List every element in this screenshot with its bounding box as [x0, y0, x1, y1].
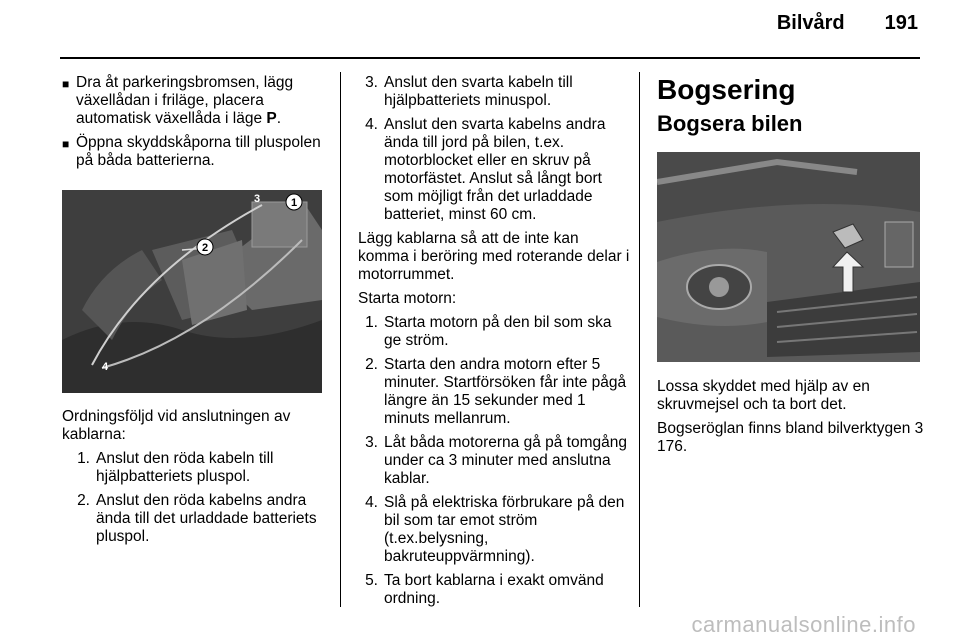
column-divider-2 — [639, 72, 640, 607]
step-item: 3. Låt båda motorerna gå på tomgång under ca 3 minuter med anslutna kablar. — [365, 434, 628, 487]
step-item: 5. Ta bort kablarna i exakt omvänd ordning. — [365, 572, 604, 607]
bullet-text: Dra åt parkeringsbromsen, lägg växellådan i friläge, placera automatisk växellåda i läge P. — [76, 74, 294, 127]
step-item: 2. Anslut den röda kabelns andra ända till det urladdade batteriets pluspol. — [77, 492, 317, 545]
step-item: 2. Starta den andra motorn efter 5 minuter. Startförsöken får inte pågå längre än 15 sekunder med 1 minuts mellanrum. — [365, 356, 627, 427]
paragraph: Bogseröglan finns bland bilverktygen 3 176. — [657, 420, 924, 455]
connection-order — [62, 408, 332, 552]
section-heading: Bogsering — [657, 74, 796, 105]
paragraph: Ordningsföljd vid anslutningen av kablarna: — [62, 408, 291, 443]
paragraph: Lägg kablarna så att de inte kan komma i beröring med roterande delar i motorrummet. — [358, 230, 630, 283]
paragraph: Starta motorn: — [358, 290, 457, 307]
figure-label: 2 — [201, 242, 209, 254]
battery-cable-figure — [62, 190, 322, 393]
figure-label: 1 — [290, 197, 298, 209]
section-title: Bilvård — [776, 12, 845, 34]
paragraph: Lossa skyddet med hjälp av en skruvmejsel och ta bort det. — [657, 378, 870, 413]
bumper-illustration — [657, 152, 920, 362]
towing-text — [657, 378, 925, 462]
step-item: 3. Anslut den svarta kabeln till hjälpbatteriets minuspol. — [365, 74, 573, 109]
column-1 — [62, 74, 332, 176]
column-divider-1 — [340, 72, 341, 607]
figure-label: 4 — [102, 361, 109, 373]
watermark: carmanualsonline.info — [691, 612, 916, 637]
page-number: 191 — [884, 12, 918, 34]
bullet-item — [62, 134, 332, 170]
header-rule — [60, 57, 920, 59]
step-item: 1. Starta motorn på den bil som ska ge ström. — [365, 314, 612, 349]
subsection-heading: Bogsera bilen — [657, 111, 803, 136]
page-header — [777, 12, 918, 35]
bullet-item — [62, 74, 332, 128]
page-reference[interactable]: 3 176. — [657, 420, 924, 455]
step-item: 4. Anslut den svarta kabelns andra ända till jord på bilen, t.ex. motorblocket eller en skruv på motorfästet. Anslut så långt bort som möjligt från det urladdade batteriet, minst 60 cm. — [365, 116, 606, 223]
step-item: 4. Slå på elektriska förbrukare på den bil som tar emot ström (t.ex.belysning, bakruteuppvärmning). — [365, 494, 625, 565]
step-item: 1. Anslut den röda kabeln till hjälpbatteriets pluspol. — [77, 450, 274, 485]
column-2 — [358, 74, 630, 614]
battery-illustration — [62, 190, 322, 393]
figure-label: 3 — [254, 193, 261, 205]
bullet-square-icon: ■ — [62, 137, 70, 151]
bullet-text: Öppna skyddskåporna till pluspolen på båda batterierna. — [76, 134, 321, 169]
front-bumper-figure — [657, 152, 920, 362]
column-3 — [657, 74, 925, 138]
bullet-square-icon: ■ — [62, 77, 70, 91]
